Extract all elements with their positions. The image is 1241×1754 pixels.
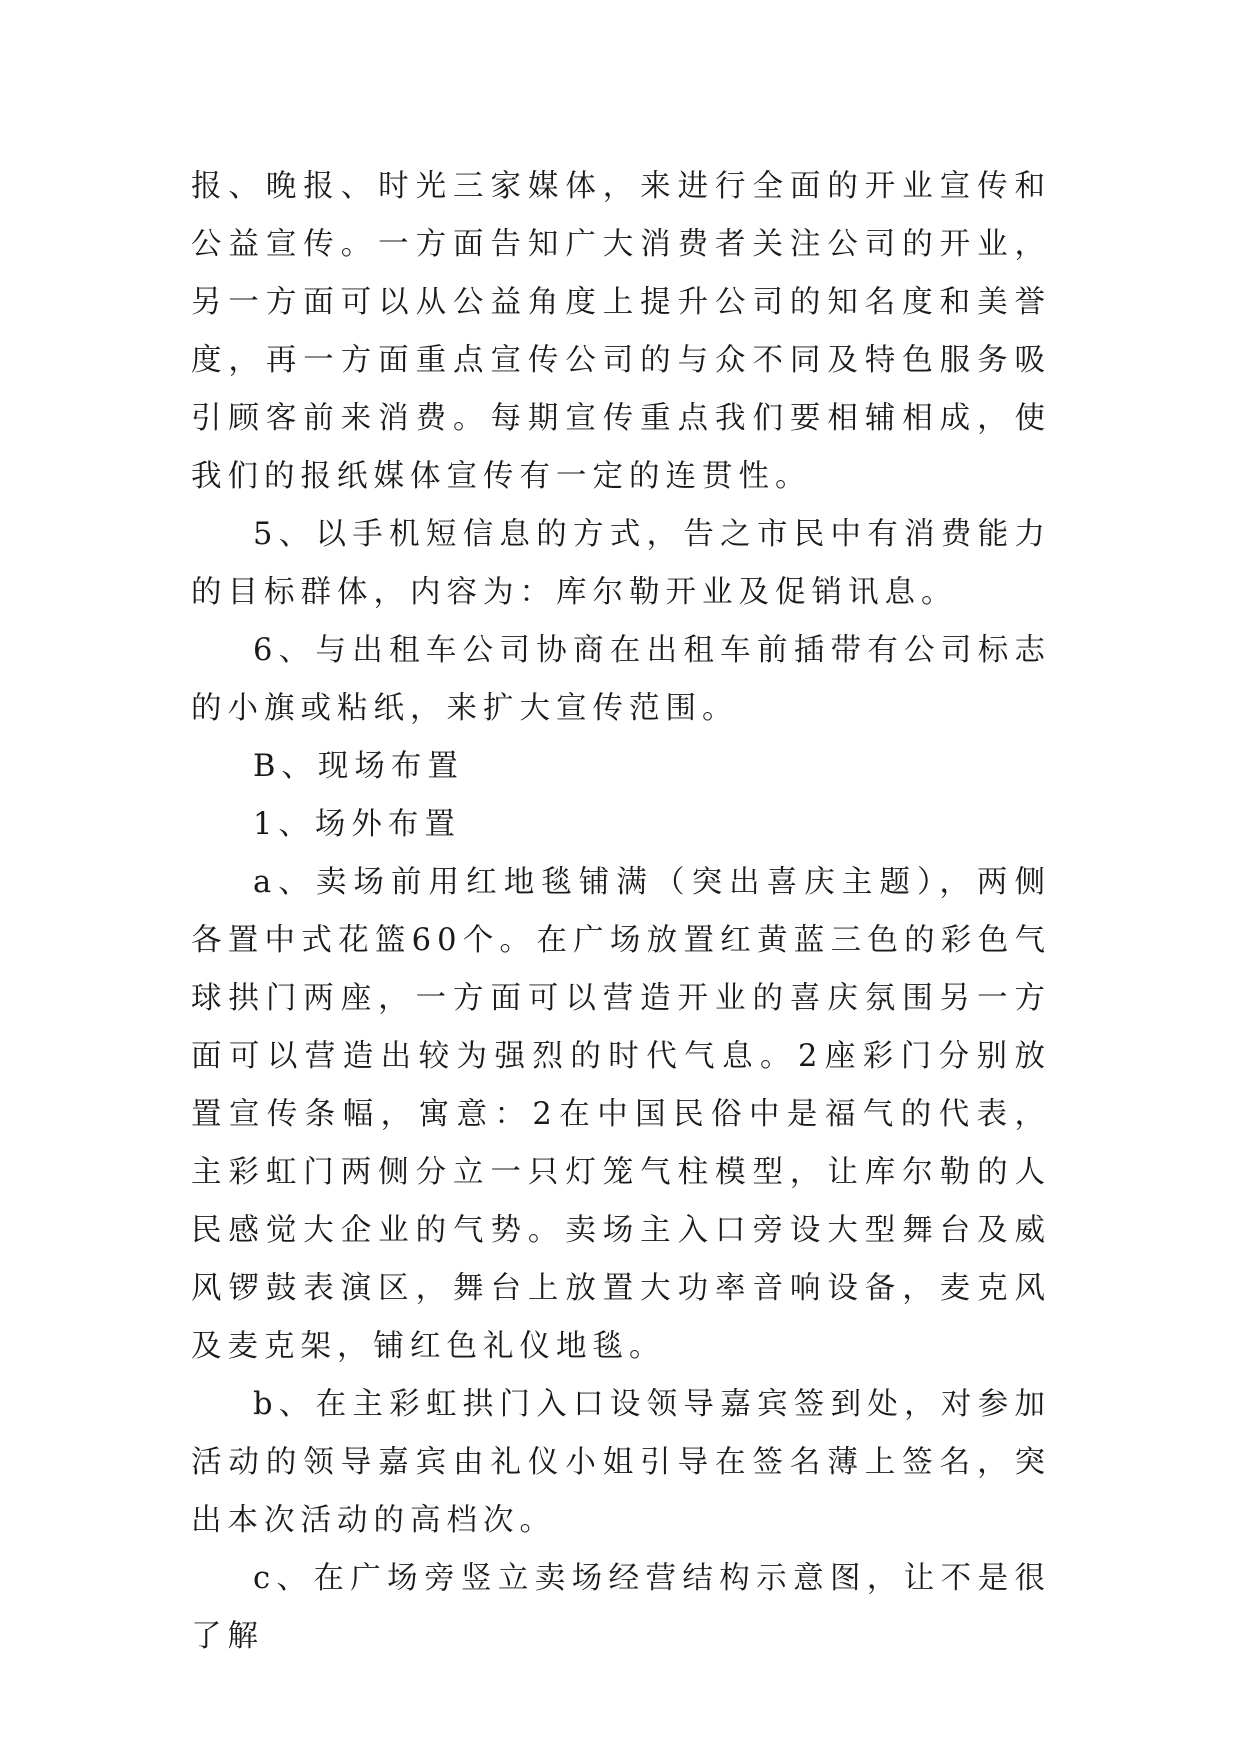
paragraph-taxi-flags: 6、与出租车公司协商在出租车前插带有公司标志的小旗或粘纸，来扩大宣传范围。 [191, 633, 1051, 726]
paragraph-guest-signin: b、在主彩虹拱门入口设领导嘉宾签到处，对参加活动的领导嘉宾由礼仪小姐引导在签名薄上签名，突出本次活动的高档次。 [191, 1387, 1051, 1538]
paragraph-structure-diagram: c、在广场旁竖立卖场经营结构示意图，让不是很了解 [191, 1561, 1051, 1654]
paragraph-media-publicity: 报、晚报、时光三家媒体，来进行全面的开业宣传和公益宣传。一方面告知广大消费者关注公司的开业，另一方面可以从公益角度上提升公司的知名度和美誉度，再一方面重点宣传公司的与众不同及特色服务吸引顾客前来消费。每期宣传重点我们要相辅相成，使我们的报纸媒体宣传有一定的连贯性。 [191, 169, 1051, 494]
section-heading-site-layout: B、现场布置 [253, 749, 464, 784]
subsection-heading-outdoor-layout: 1、场外布置 [253, 807, 461, 842]
paragraph-outdoor-decoration: a、卖场前用红地毯铺满（突出喜庆主题），两侧各置中式花篮60个。在广场放置红黄蓝三色的彩色气球拱门两座，一方面可以营造开业的喜庆氛围另一方面可以营造出较为强烈的时代气息。2座彩门分别放置宣传条幅，寓意：2在中国民俗中是福气的代表，主彩虹门两侧分立一只灯笼气柱模型，让库尔勒的人民感觉大企业的气势。卖场主入口旁设大型舞台及威风锣鼓表演区，舞台上放置大功率音响设备，麦克风及麦克架，铺红色礼仪地毯。 [191, 865, 1051, 1364]
document-body [191, 158, 1051, 1666]
paragraph-sms-notice: 5、以手机短信息的方式，告之市民中有消费能力的目标群体，内容为：库尔勒开业及促销讯息。 [191, 517, 1051, 610]
